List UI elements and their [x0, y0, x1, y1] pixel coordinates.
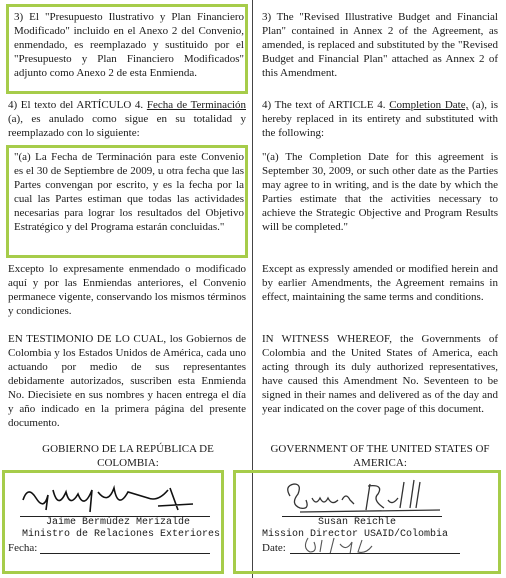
- date-label-en: Date:: [262, 542, 286, 554]
- witness-clause-es: EN TESTIMONIO DE LO CUAL, los Gobiernos de Colombia y los Estados Unidos de América, cada uno actuando por medio de sus representantes debidamente autorizados, suscriben esta Enmienda No. Diecisiete en sus nombres y hacen entrega el día y año indicado en la primera página del presente documento.: [8, 333, 246, 429]
- paragraph-4-es: [8, 98, 246, 140]
- signature-usa: [280, 478, 450, 518]
- signer-name-es: Jaime Bermúdez Merizalde: [46, 517, 191, 528]
- paragraph-4-en-tail: (a), is hereby replaced in its entirety and substituted with the following:: [262, 99, 499, 139]
- quote-en: "(a) The Completion Date for this agreement is September 30, 2009, or such other date as the Parties may agree to in writing, and is the date by which the Parties estimate that the activities necessary to achieve the Strategic Objective and Program Results will be completed.": [262, 151, 498, 233]
- signature-colombia: [18, 480, 198, 520]
- date-line-es: [40, 553, 210, 554]
- except-clause-en: Except as expressly amended or modified herein and by earlier Amendments, the Agreement remains in effect, maintaining the same terms and conditions.: [262, 263, 498, 303]
- quote-es: "(a) La Fecha de Terminación para este Convenio es el 30 de Septiembre de 2009, u otra fecha que las Partes convengan por escrito, y es la fecha por la cual las Partes estiman que todas las actividades necesarias para lograr los resultados del Objetivo Estratégico y del Programa estarán concluidas.": [14, 151, 244, 233]
- government-title-es: GOBIERNO DE LA REPÚBLICA DE COLOMBIA:: [42, 443, 214, 469]
- paragraph-4-es-lead: 4) El texto del ARTÍCULO 4.: [8, 99, 144, 111]
- completion-date-term-es: Fecha de Terminación: [146, 99, 247, 111]
- except-clause-es: Excepto lo expresamente enmendado o modificado aquí y por las Enmiendas anteriores, el Convenio permanece vigente, conservando los mismos términos y condiciones.: [8, 263, 246, 317]
- paragraph-3-es: 3) El "Presupuesto Ilustrativo y Plan Financiero Modificado" incluido en el Anexo 2 del Convenio, enmendado, es reemplazado y sustituido por el "Presupuesto y Plan Financiero Modificados" adjunto como Anexo 2 de esta Enmienda.: [14, 11, 244, 79]
- paragraph-4-en: [262, 98, 498, 140]
- date-line-en: [290, 553, 460, 554]
- signer-title-es: Ministro de Relaciones Exteriores: [22, 529, 221, 540]
- government-title-en: GOVERNMENT OF THE UNITED STATES OF AMERICA:: [270, 443, 490, 469]
- signer-title-en: Mission Director USAID/Colombia: [262, 529, 449, 540]
- signer-name-en: Susan Reichle: [318, 517, 397, 528]
- date-label-es: Fecha:: [8, 542, 38, 554]
- witness-clause-en: IN WITNESS WHEREOF, the Governments of Colombia and the United States of America, each acting through its duly authorized representatives, have caused this Amendment No. Seventeen to be signed in their names and delivered as of the day and year indicated on the cover page of this document.: [262, 333, 498, 415]
- paragraph-4-en-lead: 4) The text of ARTICLE 4.: [262, 99, 386, 111]
- paragraph-4-es-tail: (a), es anulado como sigue en su totalidad y reemplazado con lo siguiente:: [8, 113, 246, 139]
- paragraph-3-en: 3) The "Revised Illustrative Budget and Financial Plan" contained in Annex 2 of the Agreement, as amended, is replaced and substituted by the "Revised Budget and Financial Plan" attached as Annex 2 of this Amendment.: [262, 11, 498, 79]
- completion-date-term-en: Completion Date,: [389, 99, 469, 111]
